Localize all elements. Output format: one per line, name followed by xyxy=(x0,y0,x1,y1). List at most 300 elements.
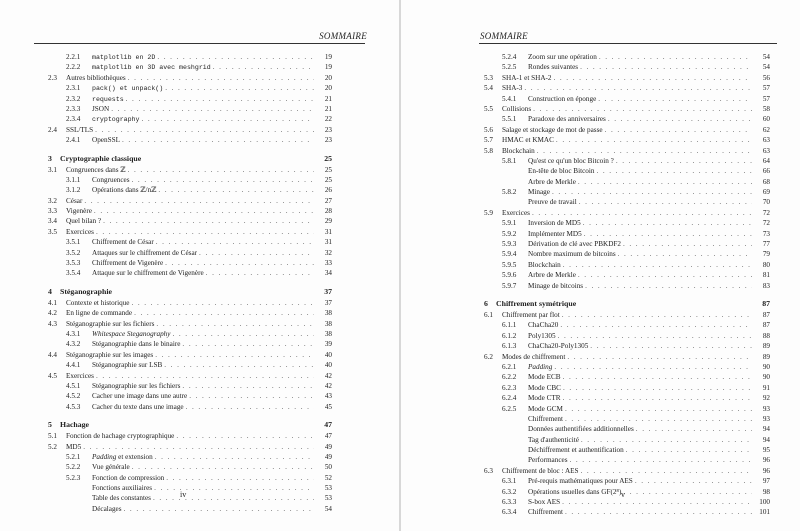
toc-leader-dots xyxy=(554,362,752,372)
toc-entry-number: 5.8 xyxy=(484,146,493,155)
toc-entry-number: 6.2.3 xyxy=(502,383,517,392)
toc-entry-number: 5.9 xyxy=(484,208,493,217)
toc-entry-title: Modes de chiffrement xyxy=(502,352,566,361)
toc-entry-title: Whitespace Steganography xyxy=(92,329,171,338)
toc-entry[interactable] xyxy=(484,187,770,197)
toc-page-number: 89 xyxy=(762,352,770,361)
toc-entry[interactable] xyxy=(48,473,332,483)
toc-page-number: 37 xyxy=(324,298,332,307)
toc-leader-dots xyxy=(128,165,314,175)
toc-entry-number: 5.9.3 xyxy=(502,240,517,249)
toc-page-number: 23 xyxy=(324,125,332,134)
toc-entry-title: Blockchain xyxy=(528,260,561,269)
toc-entry-number: 3.5.3 xyxy=(66,259,81,268)
toc-entry[interactable] xyxy=(484,424,770,434)
toc-entry-number: 6.1.1 xyxy=(502,321,517,330)
toc-entry-title: Tag d'authenticité xyxy=(528,435,579,444)
toc-page-number: 77 xyxy=(762,240,770,249)
toc-leader-dots xyxy=(570,455,752,465)
toc-entry-title: Blockchain xyxy=(502,146,535,155)
toc-page-number: 45 xyxy=(324,402,332,411)
toc-entry-title: pack() et unpack() xyxy=(92,85,164,93)
toc-page-number: 31 xyxy=(324,238,332,247)
toc-entry-number: 3.5.2 xyxy=(66,248,81,257)
toc-page-number: 38 xyxy=(324,309,332,318)
toc-entry-title: Padding xyxy=(528,362,553,371)
toc-entry-number: 6.1 xyxy=(484,310,493,319)
toc-entry[interactable] xyxy=(484,166,770,176)
toc-entry-title: Mode GCM xyxy=(528,404,563,413)
toc-leader-dots xyxy=(585,281,752,291)
toc-entry-title: Salage et stockage de mot de passe xyxy=(502,125,603,134)
toc-entry-title: Quel bilan ? xyxy=(66,217,102,226)
toc-leader-dots xyxy=(562,310,752,320)
toc-entry[interactable] xyxy=(484,114,770,124)
toc-entry-title: Implémenter MD5 xyxy=(528,229,582,238)
toc-entry[interactable] xyxy=(484,62,770,72)
toc-entry[interactable] xyxy=(484,445,770,455)
toc-entry[interactable] xyxy=(484,393,770,403)
toc-entry-number: 4.1 xyxy=(48,298,57,307)
toc-page-number: 90 xyxy=(762,373,770,382)
toc-entry[interactable] xyxy=(48,431,332,441)
toc-entry-number: 5.9.6 xyxy=(502,271,517,280)
toc-entry-title: Stéganographie dans le binaire xyxy=(92,340,181,349)
toc-page-number: 49 xyxy=(324,442,332,451)
toc-entry[interactable] xyxy=(484,270,770,280)
toc-page-number: 20 xyxy=(324,73,332,82)
toc-leader-dots xyxy=(95,125,314,135)
toc-leader-dots xyxy=(128,73,314,83)
toc-entry-number: 3.5.1 xyxy=(66,238,81,247)
toc-page-number: 60 xyxy=(762,115,770,124)
toc-page-number: 50 xyxy=(324,463,332,472)
toc-entry-title: Attaques sur le chiffrement de César xyxy=(92,248,198,257)
toc-chapter[interactable] xyxy=(48,153,332,165)
toc-page-number: 66 xyxy=(762,167,770,176)
toc-entry-number: 2.4.1 xyxy=(66,136,81,145)
toc-entry[interactable] xyxy=(484,362,770,372)
toc-leader-dots xyxy=(141,114,314,124)
toc-page-number: 23 xyxy=(324,136,332,145)
toc-page-number: 22 xyxy=(324,115,332,124)
toc-entry-number: 6.2.2 xyxy=(502,373,517,382)
toc-page-number: 21 xyxy=(324,104,332,113)
toc-page-number: 29 xyxy=(324,217,332,226)
toc-entry[interactable] xyxy=(484,73,770,83)
toc-entry-title: Attaque sur le chiffrement de Vigenère xyxy=(92,269,204,278)
toc-page-number: 56 xyxy=(762,73,770,82)
toc-entry[interactable] xyxy=(484,281,770,291)
toc-entry[interactable] xyxy=(484,260,770,270)
toc-leader-dots xyxy=(153,493,314,503)
toc-page-number: 96 xyxy=(762,466,770,475)
toc-entry[interactable] xyxy=(484,197,770,207)
toc-entry-title: HMAC et KMAC xyxy=(502,136,554,145)
toc-entry[interactable] xyxy=(48,329,332,339)
toc-entry[interactable] xyxy=(484,135,770,145)
toc-leader-dots xyxy=(134,308,314,318)
toc-page-number: 96 xyxy=(762,456,770,465)
toc-leader-dots xyxy=(579,197,752,207)
toc-entry[interactable] xyxy=(48,381,332,391)
toc-page-number: 53 xyxy=(324,494,332,503)
toc-entry-number: 4.5.3 xyxy=(66,402,81,411)
toc-page-number: 40 xyxy=(324,361,332,370)
toc-entry-title: Chiffrement de Vigenère xyxy=(92,259,164,268)
toc-entry-number: 4.3 xyxy=(48,319,57,328)
toc-leader-dots xyxy=(182,339,314,349)
toc-entry[interactable] xyxy=(484,320,770,330)
toc-entry[interactable] xyxy=(48,216,332,226)
toc-page-number: 81 xyxy=(762,271,770,280)
toc-entry[interactable] xyxy=(48,62,332,72)
toc-entry[interactable] xyxy=(48,391,332,401)
toc-leader-dots xyxy=(563,260,752,270)
toc-leader-dots xyxy=(533,104,752,114)
toc-entry[interactable] xyxy=(48,350,332,360)
toc-leader-dots xyxy=(635,476,752,486)
toc-entry[interactable] xyxy=(484,352,770,362)
toc-entry[interactable] xyxy=(484,414,770,424)
toc-entry[interactable] xyxy=(48,308,332,318)
toc-entry[interactable] xyxy=(484,218,770,228)
toc-entry[interactable] xyxy=(48,371,332,381)
table-of-contents xyxy=(484,52,770,518)
toc-entry-number: 4.4.1 xyxy=(66,361,81,370)
toc-entry-title: requests xyxy=(92,95,124,103)
toc-entry[interactable] xyxy=(48,298,332,308)
toc-entry[interactable] xyxy=(48,402,332,412)
toc-leader-dots xyxy=(166,473,314,483)
toc-entry-title: SSL/TLS xyxy=(66,125,94,134)
toc-leader-dots xyxy=(584,229,752,239)
toc-leader-dots xyxy=(132,175,314,185)
toc-page-number: 95 xyxy=(762,446,770,455)
toc-leader-dots xyxy=(156,319,314,329)
toc-entry[interactable] xyxy=(48,83,332,93)
toc-page-number: 57 xyxy=(762,84,770,93)
toc-entry-number: 5.2 xyxy=(48,442,57,451)
running-header: SOMMAIRE xyxy=(480,31,528,41)
toc-entry[interactable] xyxy=(48,339,332,349)
toc-entry-title: S-box AES xyxy=(528,498,561,507)
toc-leader-dots xyxy=(524,83,752,93)
toc-leader-dots xyxy=(132,462,314,472)
toc-leader-dots xyxy=(131,298,314,308)
toc-entry[interactable] xyxy=(484,466,770,476)
toc-entry[interactable] xyxy=(484,208,770,218)
toc-entry[interactable] xyxy=(48,227,332,237)
toc-page-number: 49 xyxy=(324,452,332,461)
toc-entry[interactable] xyxy=(48,135,332,145)
toc-leader-dots xyxy=(578,270,752,280)
toc-entry-number: 3.4 xyxy=(48,217,57,226)
toc-entry[interactable] xyxy=(484,249,770,259)
toc-entry[interactable] xyxy=(484,341,770,351)
toc-page-number: 88 xyxy=(762,331,770,340)
toc-entry-number: 4.5 xyxy=(48,371,57,380)
toc-leader-dots xyxy=(122,135,314,145)
toc-entry[interactable] xyxy=(484,507,770,517)
toc-entry-title: Dérivation de clé avec PBKDF2 xyxy=(528,240,622,249)
toc-entry-number: 5.4 xyxy=(484,84,493,93)
toc-entry-title: Minage de bitcoins xyxy=(528,281,584,290)
toc-page-number: 69 xyxy=(762,188,770,197)
toc-entry-title: Inversion de MD5 xyxy=(528,219,581,228)
toc-leader-dots xyxy=(598,94,752,104)
toc-entry-title: Exercices xyxy=(66,371,94,380)
toc-entry-number: 3.5 xyxy=(48,227,57,236)
toc-page-number: 40 xyxy=(324,350,332,359)
toc-entry[interactable] xyxy=(48,206,332,216)
toc-page-number: 25 xyxy=(324,153,332,163)
toc-entry-title: Nombre maximum de bitcoins xyxy=(528,250,616,259)
toc-page-number: 42 xyxy=(324,371,332,380)
toc-page-number: 42 xyxy=(324,381,332,390)
toc-leader-dots xyxy=(562,497,752,507)
toc-leader-dots xyxy=(618,249,752,259)
toc-entry[interactable] xyxy=(48,125,332,135)
toc-entry-number: 5.8.2 xyxy=(502,188,517,197)
toc-leader-dots xyxy=(126,94,314,104)
toc-chapter[interactable] xyxy=(484,298,770,310)
toc-entry-title: Stéganographie sur les fichiers xyxy=(66,319,155,328)
toc-entry-title xyxy=(92,452,155,462)
toc-entry[interactable] xyxy=(484,177,770,187)
toc-page-number: 63 xyxy=(762,146,770,155)
toc-entry[interactable] xyxy=(484,239,770,249)
toc-page-number: 37 xyxy=(324,286,332,296)
toc-page-number: 32 xyxy=(324,248,332,257)
table-of-contents xyxy=(48,52,332,514)
toc-entry-title: Paradoxe des anniversaires xyxy=(528,115,606,124)
toc-page-number: 92 xyxy=(762,394,770,403)
toc-leader-dots xyxy=(596,166,752,176)
toc-leader-dots xyxy=(599,52,752,62)
toc-entry[interactable] xyxy=(484,497,770,507)
toc-entry[interactable] xyxy=(484,331,770,341)
toc-entry-title: Collisions xyxy=(502,104,532,113)
toc-leader-dots xyxy=(565,414,752,424)
toc-entry[interactable] xyxy=(48,319,332,329)
toc-page-number: 53 xyxy=(324,484,332,493)
toc-entry-number: 2.2.1 xyxy=(66,53,81,61)
toc-entry[interactable] xyxy=(484,83,770,93)
toc-entry[interactable] xyxy=(484,104,770,114)
toc-entry-number: 6.3.1 xyxy=(502,477,517,486)
toc-leader-dots xyxy=(186,402,314,412)
toc-page-number: 54 xyxy=(762,63,770,72)
toc-entry-number: 6.3.4 xyxy=(502,508,517,517)
toc-entry-number: 3 xyxy=(48,153,52,163)
toc-entry[interactable] xyxy=(48,104,332,114)
toc-page-number: 31 xyxy=(324,227,332,236)
toc-entry-title: Cacher une image dans une autre xyxy=(92,392,188,401)
toc-leader-dots xyxy=(158,185,314,195)
toc-entry-title: Mode ECB xyxy=(528,373,561,382)
toc-entry[interactable] xyxy=(48,165,332,175)
toc-entry[interactable] xyxy=(48,493,332,503)
toc-entry-title: Pré-requis mathématiques pour AES xyxy=(528,477,633,486)
toc-entry-title: Vue générale xyxy=(92,463,130,472)
toc-page-number: 33 xyxy=(324,259,332,268)
toc-leader-dots xyxy=(165,258,314,268)
toc-entry[interactable] xyxy=(484,146,770,156)
toc-page-number: 64 xyxy=(762,156,770,165)
toc-entry-title: Qu'est ce qu'un bloc Bitcoin ? xyxy=(528,156,614,165)
toc-page-number: 72 xyxy=(762,219,770,228)
toc-leader-dots xyxy=(590,341,752,351)
toc-entry-title: Fonction de hachage cryptographique xyxy=(66,432,175,441)
toc-leader-dots xyxy=(563,383,752,393)
toc-entry[interactable] xyxy=(484,94,770,104)
toc-entry[interactable] xyxy=(484,435,770,445)
toc-entry-title: MD5 xyxy=(66,442,82,451)
toc-entry[interactable] xyxy=(48,175,332,185)
toc-entry-number: 3.1.2 xyxy=(66,186,81,195)
toc-leader-dots xyxy=(532,208,752,218)
toc-page-number: 47 xyxy=(324,432,332,441)
toc-page-number: 63 xyxy=(762,136,770,145)
toc-entry[interactable] xyxy=(48,452,332,462)
toc-entry[interactable] xyxy=(484,455,770,465)
toc-entry[interactable] xyxy=(484,476,770,486)
toc-leader-dots xyxy=(155,452,314,462)
toc-entry-number: 6.1.3 xyxy=(502,342,517,351)
toc-leader-dots xyxy=(165,83,314,93)
toc-entry-title: ChaCha20 xyxy=(528,321,559,330)
toc-entry[interactable] xyxy=(484,404,770,414)
toc-entry-title: Chiffrement de bloc : AES xyxy=(502,466,579,475)
toc-entry[interactable] xyxy=(48,504,332,514)
toc-entry-number: 6.1.2 xyxy=(502,331,517,340)
toc-page-number: 39 xyxy=(324,340,332,349)
toc-entry[interactable] xyxy=(48,185,332,195)
toc-leader-dots xyxy=(537,146,752,156)
toc-entry-title: Fonctions auxiliaires xyxy=(92,484,153,493)
toc-entry-number: 2.3 xyxy=(48,73,57,82)
toc-entry[interactable] xyxy=(48,248,332,258)
toc-entry-number: 5.4.1 xyxy=(502,94,517,103)
toc-page-number: 25 xyxy=(324,175,332,184)
toc-entry[interactable] xyxy=(48,237,332,247)
toc-entry[interactable] xyxy=(48,196,332,206)
toc-entry[interactable] xyxy=(484,310,770,320)
toc-entry-title: Autres bibliothèques xyxy=(66,73,126,82)
toc-leader-dots xyxy=(605,125,752,135)
toc-chapter[interactable] xyxy=(48,419,332,431)
toc-leader-dots xyxy=(182,381,314,391)
toc-entry[interactable] xyxy=(484,487,770,497)
toc-leader-dots xyxy=(636,424,752,434)
toc-entry-number: 5.9.1 xyxy=(502,219,517,228)
toc-entry-number: 4.5.1 xyxy=(66,381,81,390)
toc-entry-title: En-tête de bloc Bitcoin xyxy=(528,167,595,176)
toc-entry-title: Stéganographie xyxy=(60,286,112,296)
toc-entry[interactable] xyxy=(48,360,332,370)
toc-entry[interactable] xyxy=(484,156,770,166)
toc-entry[interactable] xyxy=(48,442,332,452)
toc-leader-dots xyxy=(83,442,314,452)
toc-entry[interactable] xyxy=(48,258,332,268)
toc-leader-dots xyxy=(157,52,314,62)
toc-entry[interactable] xyxy=(484,125,770,135)
toc-entry-number: 3.5.4 xyxy=(66,269,81,278)
toc-entry-title: Mode CBC xyxy=(528,383,561,392)
toc-entry-number: 2.3.4 xyxy=(66,115,81,124)
toc-leader-dots xyxy=(552,187,752,197)
toc-entry[interactable] xyxy=(484,372,770,382)
toc-entry-number: 3.1 xyxy=(48,165,57,174)
toc-page-number: 25 xyxy=(324,165,332,174)
toc-entry-number: 2.3.3 xyxy=(66,104,81,113)
toc-entry-title: matplotlib en 3D avec meshgrid xyxy=(92,64,211,72)
toc-entry[interactable] xyxy=(48,483,332,493)
toc-page-number: 94 xyxy=(762,425,770,434)
toc-entry[interactable] xyxy=(48,114,332,124)
toc-leader-dots xyxy=(94,206,314,216)
toc-leader-dots xyxy=(626,445,752,455)
toc-page-number: 87 xyxy=(762,321,770,330)
toc-entry-title: Arbre de Merkle xyxy=(528,177,576,186)
toc-entry-title: Chiffrement de César xyxy=(92,238,154,247)
toc-page-number: 20 xyxy=(324,84,332,93)
toc-leader-dots xyxy=(124,504,314,514)
toc-page-number: 93 xyxy=(762,414,770,423)
toc-page-number: 72 xyxy=(762,208,770,217)
toc-entry[interactable] xyxy=(48,73,332,83)
toc-entry-number: 2.3.1 xyxy=(66,84,81,93)
toc-entry[interactable] xyxy=(484,52,770,62)
toc-page-number: 79 xyxy=(762,250,770,259)
toc-leader-dots xyxy=(581,435,752,445)
toc-entry-title: Mode CTR xyxy=(528,394,561,403)
toc-entry[interactable] xyxy=(48,52,332,62)
toc-leader-dots xyxy=(581,466,752,476)
toc-page-number: 87 xyxy=(762,298,770,308)
toc-entry-number: 6.3 xyxy=(484,466,493,475)
page-number: iv xyxy=(180,490,187,499)
toc-entry-number: 5.9.2 xyxy=(502,229,517,238)
toc-page-number: 19 xyxy=(324,63,332,72)
toc-entry-number: 6 xyxy=(484,298,488,308)
toc-entry[interactable] xyxy=(484,383,770,393)
toc-entry-number: 4.3.2 xyxy=(66,340,81,349)
toc-entry-title: ChaCha20-Poly1305 xyxy=(528,342,589,351)
toc-leader-dots xyxy=(96,227,314,237)
toc-entry-number: 5.2.1 xyxy=(66,452,81,461)
toc-chapter[interactable] xyxy=(48,286,332,298)
toc-leader-dots xyxy=(206,268,314,278)
toc-entry[interactable] xyxy=(48,462,332,472)
toc-entry-title: SHA-3 xyxy=(502,84,523,93)
toc-entry[interactable] xyxy=(484,229,770,239)
toc-leader-dots xyxy=(563,372,752,382)
toc-entry[interactable] xyxy=(48,268,332,278)
toc-entry-title: Congruences xyxy=(92,175,130,184)
toc-leader-dots xyxy=(96,371,314,381)
toc-entry-number: 3.3 xyxy=(48,207,57,216)
toc-page-number: 91 xyxy=(762,383,770,392)
toc-entry-title: Stéganographie sur les images xyxy=(66,350,154,359)
toc-page-number: 89 xyxy=(762,342,770,351)
toc-leader-dots xyxy=(154,483,314,493)
toc-entry-title: Chiffrement par flot xyxy=(502,310,560,319)
toc-leader-dots xyxy=(565,404,752,414)
toc-entry-title: Chiffrement symétrique xyxy=(496,298,577,308)
toc-entry[interactable] xyxy=(48,94,332,104)
